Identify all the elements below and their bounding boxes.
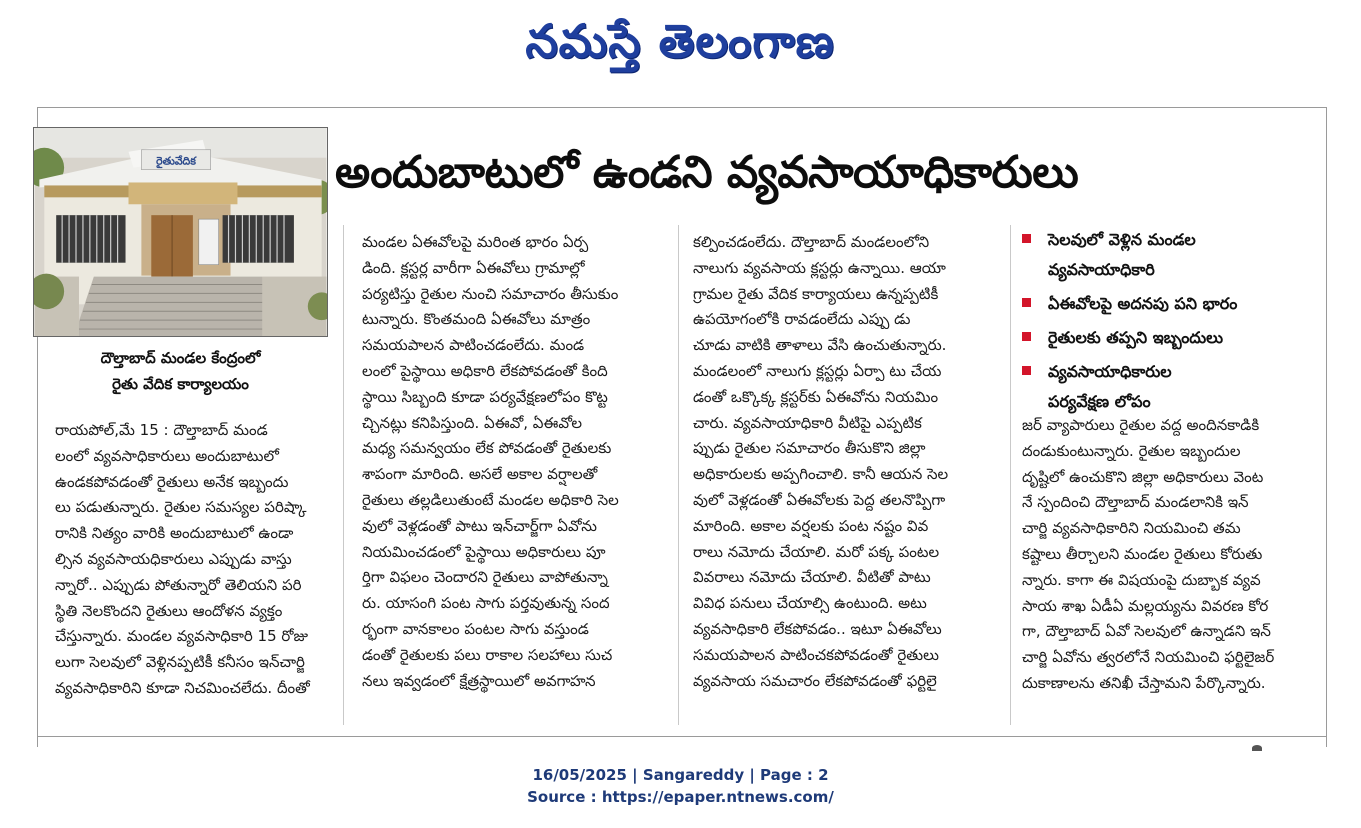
article-column-1	[55, 418, 335, 702]
text-line: నలు ఇవ్వడంలో క్షేత్రస్థాయిలో అవగాహన	[362, 671, 596, 690]
text-line: చేస్తున్నారు. మండల వ్యవసాధికారి 15 రోజు	[55, 627, 308, 646]
masthead-logo: నమస్తే తెలంగాణ	[525, 14, 835, 68]
caption-line: దౌల్తాబాద్ మండల కేంద్రంలో	[100, 349, 261, 367]
text-line: చారు. వ్యవసాయాధికారి వీటిపై ఎప్పటిక	[693, 413, 922, 432]
highlight-item	[1022, 357, 1322, 417]
text-line: నియమించడంలో పైస్థాయి అధికారులు పూ	[362, 542, 606, 561]
text-line: చార్జి వ్యవసాధికారిని నియమించి తమ	[1022, 519, 1241, 538]
highlight-item	[1022, 225, 1322, 285]
building-signboard: రైతువేదిక	[156, 154, 196, 168]
highlight-item	[1022, 323, 1322, 353]
bullet-square-icon	[1022, 332, 1031, 341]
text-line: కష్టాలు తీర్చాలని మండల రైతులు కోరుతు	[1022, 544, 1263, 563]
text-line: శాపంగా మారింది. అసలే అకాల వర్షాలతో	[362, 465, 598, 484]
text-line: ర్భంగా వానకాలం పంటల సాగు వస్తుండ	[362, 619, 589, 638]
highlight-item	[1022, 289, 1322, 319]
text-line: పర్యటిస్తు రైతుల నుంచి సమాచారం తీసుకుం	[362, 284, 619, 303]
text-line: స్థాయి సిబ్బంది కూడా పర్యవేక్షణలోపం కొట్ట	[362, 387, 608, 406]
text-line: నే స్పందించి దౌల్తాబాద్ మండలానికి ఇన్	[1022, 493, 1249, 512]
text-line: చూడు వాటికి తాళాలు వేసి ఉంచుతున్నారు.	[693, 336, 947, 355]
text-line: కల్పించడంలేదు. దౌల్తాబాద్ మండలంలోని	[693, 233, 930, 251]
page-mark	[1252, 745, 1262, 751]
text-line: సమయపాలన పాటించడంలేదు. మండ	[362, 336, 585, 355]
bullet-square-icon	[1022, 298, 1031, 307]
caption-line: రైతు వేదిక కార్యాలయం	[112, 375, 249, 393]
text-line: డంతో రైతులకు పలు రాకాల సలహాలు సుచ	[362, 645, 613, 664]
clipping-border-bottom	[37, 736, 1327, 737]
highlight-text: ఏఈవోలపై అదనపు పని భారం	[1048, 294, 1238, 313]
text-line: దండుకుంటున్నారు. రైతుల ఇబ్బందుల	[1022, 441, 1241, 460]
text-line: లుగా సెలవులో వెళ్లినప్పటికీ కనీసం ఇన్‌చార్జి	[55, 653, 305, 672]
text-line: ల్సిన వ్యవసాయధికారులు ఎప్పుడు వాస్తు	[55, 549, 292, 568]
text-line: రాలు నమోదు చేయాలి. మరో పక్క పంటల	[693, 542, 940, 561]
column-divider	[678, 225, 679, 725]
text-line: దుకాణాలను తనిఖీ చేస్తామని పేర్కొన్నారు.	[1022, 673, 1266, 692]
text-line: రాయపోల్,మే 15 : దౌల్తాబాద్ మండ	[55, 421, 268, 439]
highlight-text: పర్యవేక్షణ లోపం	[1048, 392, 1151, 411]
text-line: జర్ వ్యాపారులు రైతుల వద్ద అందినకాడికి	[1022, 416, 1260, 434]
text-line: మండలంలో నాలుగు క్లస్టర్లు ఏర్పా టు చేయ	[693, 361, 942, 380]
text-line: మధ్య సమన్వయం లేక పోవడంతో రైతులకు	[362, 439, 612, 458]
text-line: న్నారు. కాగా ఈ విషయంపై దుబ్బాక వ్యవ	[1022, 570, 1261, 589]
rythu-vedika-photo	[33, 127, 328, 337]
text-line: నాలుగు వ్యవసాయ క్లస్టర్లు ఉన్నాయి. ఆయా	[693, 258, 946, 277]
text-line: లంలో వ్యవసాధికారులు అందుబాటులో	[55, 446, 279, 465]
text-line: అధికారులకు అప్పగించాలి. కానీ ఆయన సెల	[693, 465, 949, 484]
article-column-2	[362, 230, 667, 694]
clipping-border-right	[1326, 107, 1327, 747]
text-line: ఉపయోగంలోకి రావడంలేదు ఎప్పు డు	[693, 310, 911, 329]
article-column-3	[693, 230, 1003, 694]
highlight-text: వ్యవసాయాధికారుల	[1048, 362, 1172, 381]
column-divider	[343, 225, 344, 725]
clipping-border-top	[37, 107, 1327, 108]
text-line: రానికి నిత్యం వారికి అందుబాటులో ఉండా	[55, 524, 294, 543]
text-line: లంలో పైస్థాయి అధికారి లేకపోవడంతో కింది	[362, 361, 608, 380]
text-line: ఉండకపోవడంతో రైతులు అనేక ఇబ్బందు	[55, 472, 289, 491]
text-line: టున్నారు. కొంతమంది ఏఈవోలు మాత్రం	[362, 310, 591, 329]
text-line: రు. యాసంగి పంట సాగు పర్తవుతున్న సంద	[362, 594, 610, 613]
highlights-box	[1022, 225, 1322, 421]
column-divider	[1010, 225, 1011, 725]
text-line: వివిధ పనులు చేయాల్సి ఉంటుంది. అటు	[693, 594, 927, 613]
text-line: లు పడుతున్నారు. రైతుల సమస్యల పరిష్కా	[55, 498, 307, 517]
highlight-text: సెలవులో వెళ్లిన మండల	[1048, 230, 1196, 249]
text-line: గా, దౌల్తాబాద్ ఏవో సెలవులో ఉన్నాడని ఇన్	[1022, 622, 1271, 641]
bullet-square-icon	[1022, 366, 1031, 375]
text-line: చార్జి ఏవోను త్వరలోనే నియమించి ఫర్టిలైజర్	[1022, 648, 1275, 667]
text-line: దృష్టిలో ఉంచుకొని జిల్లా అధికారులు వెంట	[1022, 467, 1264, 486]
article-headline: అందుబాటులో ఉండని వ్యవసాయాధికారులు	[335, 147, 1079, 198]
highlight-text: రైతులకు తప్పని ఇబ్బందులు	[1048, 328, 1224, 347]
text-line: మండల ఏఈవోలపై మరింత భారం ఏర్ప	[362, 233, 589, 251]
text-line: వివరాలు నమోదు చేయాలి. వీటితో పాటు	[693, 568, 931, 587]
text-line: వ్యవసాధికారిని కూడా నిచమించలేదు. దీంతో	[55, 678, 310, 697]
article-column-4	[1022, 413, 1317, 697]
text-line: న్నారో.. ఎప్పుడు పోతున్నారో తెలియని పరి	[55, 575, 302, 594]
text-line: మారింది. అకాల వర్షలకు పంట నష్టం వివ	[693, 516, 929, 535]
text-line: సమయపాలన పాటించకపోవడంతో రైతులు	[693, 645, 939, 664]
source-footer	[0, 764, 1361, 808]
text-line: ప్పుడు రైతుల సమాచారం తీసుకొని జిల్లా	[693, 439, 926, 458]
text-line: వులో వెళ్లడంతో ఏఈవోలకు పెద్ద తలనొప్పిగా	[693, 490, 946, 509]
text-line: ర్తిగా విఫలం చెందారని రైతులు వాపోతున్నా	[362, 568, 608, 587]
text-line: సాయ శాఖ ఏడీఏ మల్లయ్యను వివరణ కోర	[1022, 596, 1269, 615]
text-line: వ్యవసాధికారి లేకపోవడం.. ఇటూ ఏఈవోలు	[693, 619, 942, 638]
text-line: రైతులు తల్లడిలుతుంటే మండల అధికారి సెల	[362, 490, 619, 509]
footer-date-page: 16/05/2025 | Sangareddy | Page : 2	[532, 766, 829, 784]
text-line: డంతో ఒక్కొక్క క్లస్టర్‌కు ఏఈవోను నియమిం	[693, 387, 939, 406]
bullet-square-icon	[1022, 234, 1031, 243]
text-line: వులో వెళ్లడంతో పాటు ఇన్‌చార్జ్‌గా ఏవోను	[362, 516, 597, 535]
text-line: చ్చినట్లు కనిపిస్తుంది. ఏఈవో, ఏఈవోల	[362, 413, 583, 432]
text-line: స్థితి నెలకొందని రైతులు ఆందోళన వ్యక్తం	[55, 601, 283, 620]
text-line: డింది. క్లస్టర్ల వారీగా ఏఈవోలు గ్రామాల్లో	[362, 258, 585, 277]
text-line: వ్యవసాయ సమచారం లేకపోవడంతో ఫర్టిలై	[693, 671, 937, 690]
text-line: గ్రామల రైతు వేదిక కార్యాయలు ఉన్నప్పటికీ	[693, 284, 939, 303]
photo-caption	[33, 345, 328, 397]
footer-source-link[interactable]: Source : https://epaper.ntnews.com/	[527, 788, 834, 806]
highlight-text: వ్యవసాయాధికారి	[1048, 260, 1155, 279]
